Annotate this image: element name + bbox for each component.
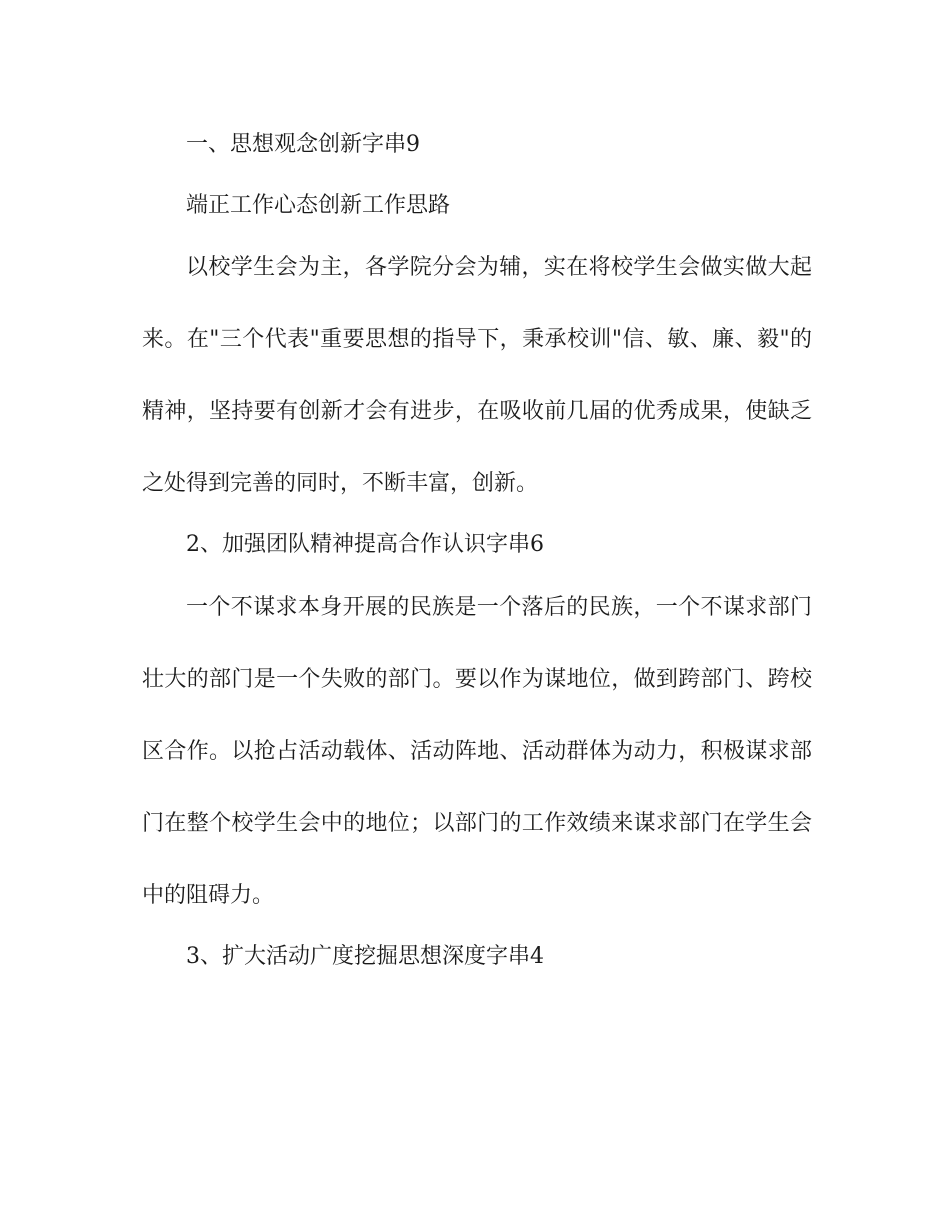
section-heading-1: 一、思想观念创新字串9	[186, 132, 420, 157]
section-heading-3: 3、扩大活动广度挖掘思想深度字串4	[186, 944, 544, 969]
section-heading-2: 2、加强团队精神提高合作认识字串6	[186, 532, 544, 557]
paragraph-1: 以校学生会为主，各学院分会为辅，实在将校学生会做实做大起来。在"三个代表"重要思想的指导下，秉承校训"信、敏、廉、毅"的精神，坚持要有创新才会有进步，在吸收前几届的优秀成果，使缺乏之处得到完善的同时，不断丰富，创新。	[142, 255, 812, 496]
paragraph-2: 一个不谋求本身开展的民族是一个落后的民族，一个不谋求部门壮大的部门是一个失败的部门。要以作为谋地位，做到跨部门、跨校区合作。以抢占活动载体、活动阵地、活动群体为动力，积极谋求部门在整个校学生会中的地位；以部门的工作效绩来谋求部门在学生会中的阻碍力。	[142, 595, 812, 908]
subheading: 端正工作心态创新工作思路	[186, 193, 451, 218]
